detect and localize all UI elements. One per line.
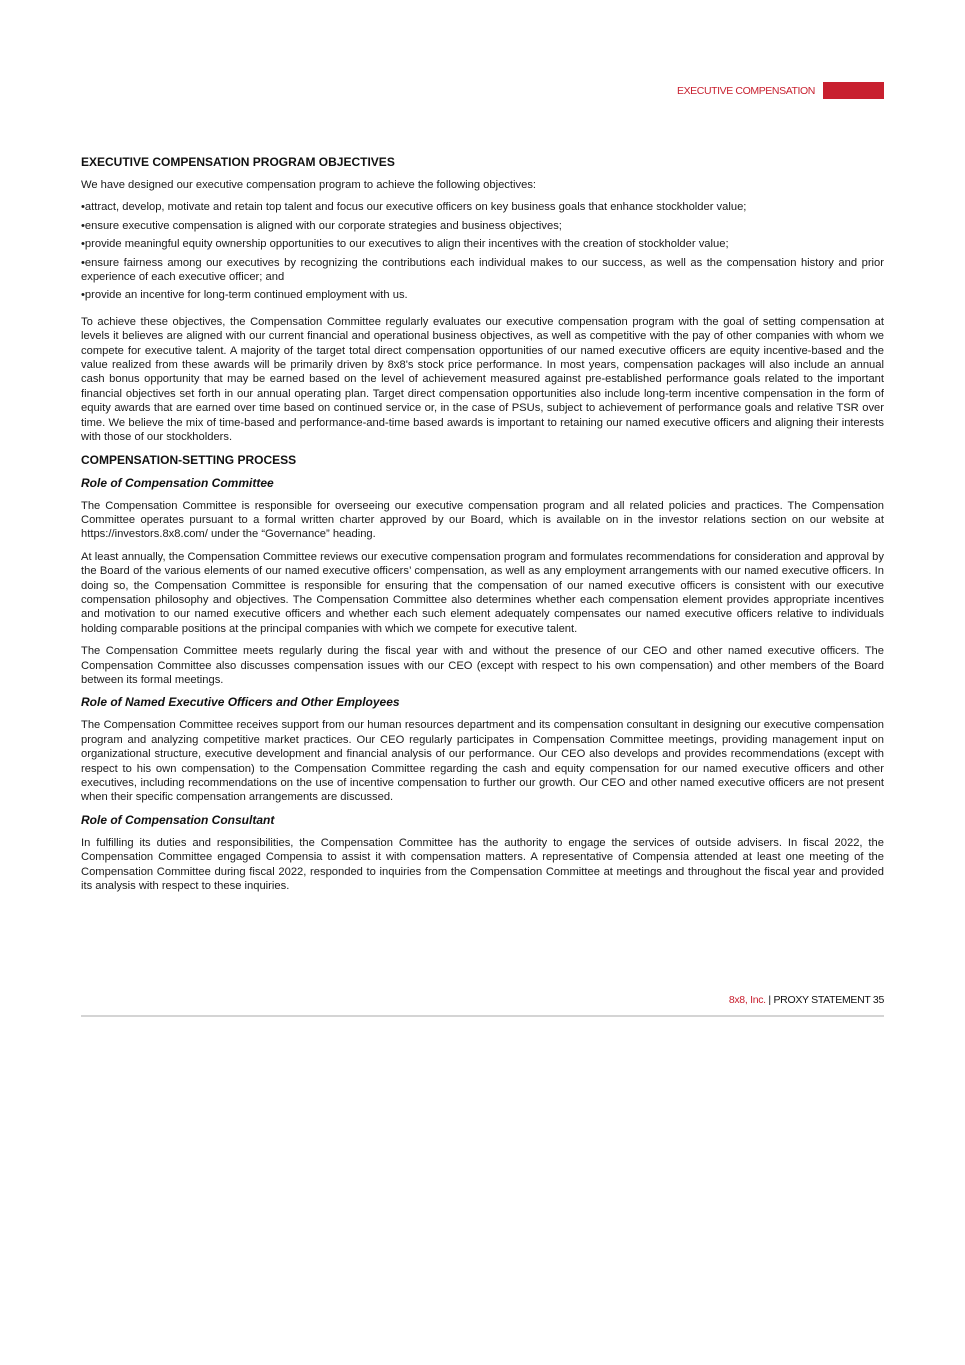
list-item: •ensure fairness among our executives by recognizing the contributions each individual makes to our success, as well as the compensation history and prior experience of each executive officer; and (81, 256, 884, 284)
paragraph: The Compensation Committee meets regularly during the fiscal year with and without the presence of our CEO and other named executive officers. The Compensation Committee also discusses compensation issues with our CEO (except with respect to his own compensation) and other members of the Board between its formal meetings. (81, 645, 884, 686)
process-heading: COMPENSATION-SETTING PROCESS (81, 452, 297, 467)
paragraph: The Compensation Committee is responsible for overseeing our executive compensation program and all related policies and practices. The Compensation Committee operates pursuant to a formal written charter approved by our Board, which is available on in the investor relations section on our website at https://investors.8x8.com/ under the “Governance” heading. (81, 499, 884, 541)
footer-divider (81, 1015, 884, 1017)
paragraph: At least annually, the Compensation Committee reviews our executive compensation program and formulates recommendations for consideration and approval by the Board of the various elements of our named executive officers’ compensation, as well as any employment arrangements with our named executive officers. In doing so, the Compensation Committee is responsible for ensuring that the compensation of our named executive officers is consistent with our executive compensation philosophy and objectives. The Compensation Committee also determines whether each compensation element provides appropriate incentives and motivation to our named executive officers and whether each such element adequately compensates our named executive officers relative to individuals holding comparable positions at the principal companies with which we compete for executive talent. (81, 550, 884, 635)
consultant-role-heading: Role of Compensation Consultant (81, 812, 275, 827)
page-content (81, 155, 884, 901)
objectives-intro: We have designed our executive compensation program to achieve the following objectives: (81, 179, 537, 191)
paragraph: In fulfilling its duties and responsibilities, the Compensation Committee has the authority to engage the services of outside advisers. In fiscal 2022, the Compensation Committee engaged Compensia to assist it with compensation matters. A representative of Compensia attended at least one meeting of the Compensation Committee during fiscal 2022, responded to inquiries from the Compensation Committee at meetings and throughout the fiscal year and provided its analysis with respect to these inquiries. (81, 836, 884, 893)
footer-company: 8x8, Inc. (728, 994, 766, 1006)
objectives-list (81, 200, 884, 302)
paragraph: The Compensation Committee receives support from our human resources department and its compensation consultant in designing our executive compensation program and analyzing competitive market practices. Our CEO regularly participates in Compensation Committee meetings, providing management input on organizational structure, executive development and financial analysis of our performance. Our CEO also develops and provides recommendations (except with respect to his own compensation) to the Compensation Committee regarding the cash and equity compensation for our named executive officers and other executives, including recommendations on the use of incentive compensation to further our growth. Our CEO and other named executive officers are not present when their specific compensation arrangements are discussed. (81, 719, 884, 804)
page-header (677, 82, 884, 99)
footer-page-info: | PROXY STATEMENT 35 (765, 994, 884, 1006)
list-item: •provide meaningful equity ownership opportunities to our executives to align their incentives with the creation of stockholder value; (81, 238, 729, 251)
objectives-heading: EXECUTIVE COMPENSATION PROGRAM OBJECTIVES (81, 155, 395, 169)
objectives-body: To achieve these objectives, the Compensation Committee regularly evaluates our executive compensation program with the goal of setting compensation at levels it believes are aligned with our current financial and operational business objectives, as well as competitive with the pay of other companies with whom we compete for executive talent. A majority of the target total direct compensation opportunities of our named executive officers are equity incentive-based and the value realized from these awards will be primarily driven by 8x8's stock price performance. In most years, compensation packages will also include an annual cash bonus opportunity that may be earned based on the level of achievement measured against pre-established performance goals related to the important financial objectives set forth in our annual operating plan. Target direct compensation opportunities also include long-term incentive compensation in the form of equity awards that are earned over time based on continued service or, in the case of PSUs, subject to achievement of performance goals and relative TSR over time. We believe the mix of time-based and performance-and-time based awards is important to retaining our named executive officers and aligning their interests with those of our stockholders. (81, 315, 884, 444)
section-accent-bar (823, 82, 884, 99)
committee-role-heading: Role of Compensation Committee (81, 475, 274, 490)
list-item: •ensure executive compensation is aligned with our corporate strategies and business objectives; (81, 219, 562, 232)
list-item: •provide an incentive for long-term continued employment with us. (81, 289, 408, 302)
officers-role-heading: Role of Named Executive Officers and Other Employees (81, 695, 400, 710)
section-label: EXECUTIVE COMPENSATION (676, 84, 815, 97)
list-item: •attract, develop, motivate and retain top talent and focus our executive officers on key business goals that enhance stockholder value; (81, 201, 747, 214)
page-footer (729, 994, 884, 1006)
